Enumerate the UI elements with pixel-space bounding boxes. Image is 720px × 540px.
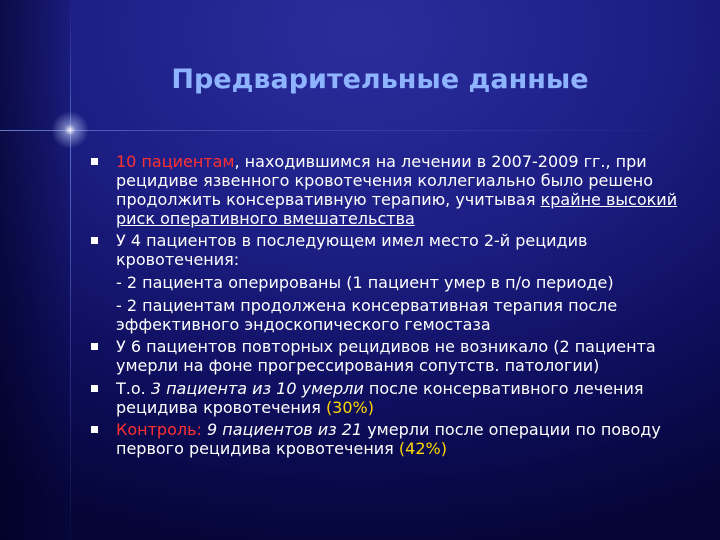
percent-badge: (42%) bbox=[398, 439, 447, 458]
square-bullet-icon bbox=[91, 385, 98, 392]
item-text: , находившимся на лечении в 2007-2009 гг., при рецидиве язвенного кровотечения коллегиально было решено продолжить консервативную терапию, учитывая bbox=[116, 152, 654, 209]
square-bullet-icon bbox=[91, 158, 98, 165]
item-prefix: Т.о. bbox=[116, 379, 151, 398]
list-item bbox=[86, 379, 680, 417]
square-bullet-icon bbox=[91, 343, 98, 350]
lens-flare-star-icon bbox=[48, 108, 92, 152]
mortality-text: 9 пациентов из 21 bbox=[207, 420, 363, 439]
highlight-count: 10 пациентам bbox=[116, 152, 235, 171]
list-item bbox=[86, 152, 680, 228]
list-item bbox=[86, 420, 680, 458]
mortality-text: 3 пациента из 10 умерли bbox=[150, 379, 364, 398]
list-item bbox=[86, 337, 680, 375]
list-item bbox=[86, 231, 680, 334]
item-text: У 6 пациентов повторных рецидивов не возникало (2 пациента умерли на фоне прогрессирования сопутств. патологии) bbox=[116, 337, 656, 375]
lens-flare-vertical bbox=[70, 0, 71, 540]
item-text: умерли после операции по поводу первого рецидива кровотечения bbox=[116, 420, 661, 458]
underlined-text: крайне высокий риск оперативного вмешательства bbox=[116, 190, 678, 228]
item-text: после консервативного лечения рецидива кровотечения bbox=[116, 379, 644, 417]
sub-item-operated: - 2 пациента оперированы (1 пациент умер в п/о периоде) bbox=[116, 273, 614, 292]
sub-item-conservative: - 2 пациентам продолжена консервативная терапия после эффективного эндоскопического гемостаза bbox=[116, 296, 618, 334]
slide-title: Предварительные данные bbox=[171, 64, 589, 95]
square-bullet-icon bbox=[91, 237, 98, 244]
left-band bbox=[0, 0, 70, 540]
bullet-list bbox=[86, 150, 680, 458]
square-bullet-icon bbox=[91, 426, 98, 433]
control-label: Контроль: bbox=[116, 420, 208, 439]
item-text: У 4 пациентов в последующем имел место 2-й рецидив кровотечения: bbox=[116, 231, 588, 269]
percent-badge: (30%) bbox=[325, 398, 374, 417]
lens-flare-horizontal bbox=[0, 130, 720, 131]
